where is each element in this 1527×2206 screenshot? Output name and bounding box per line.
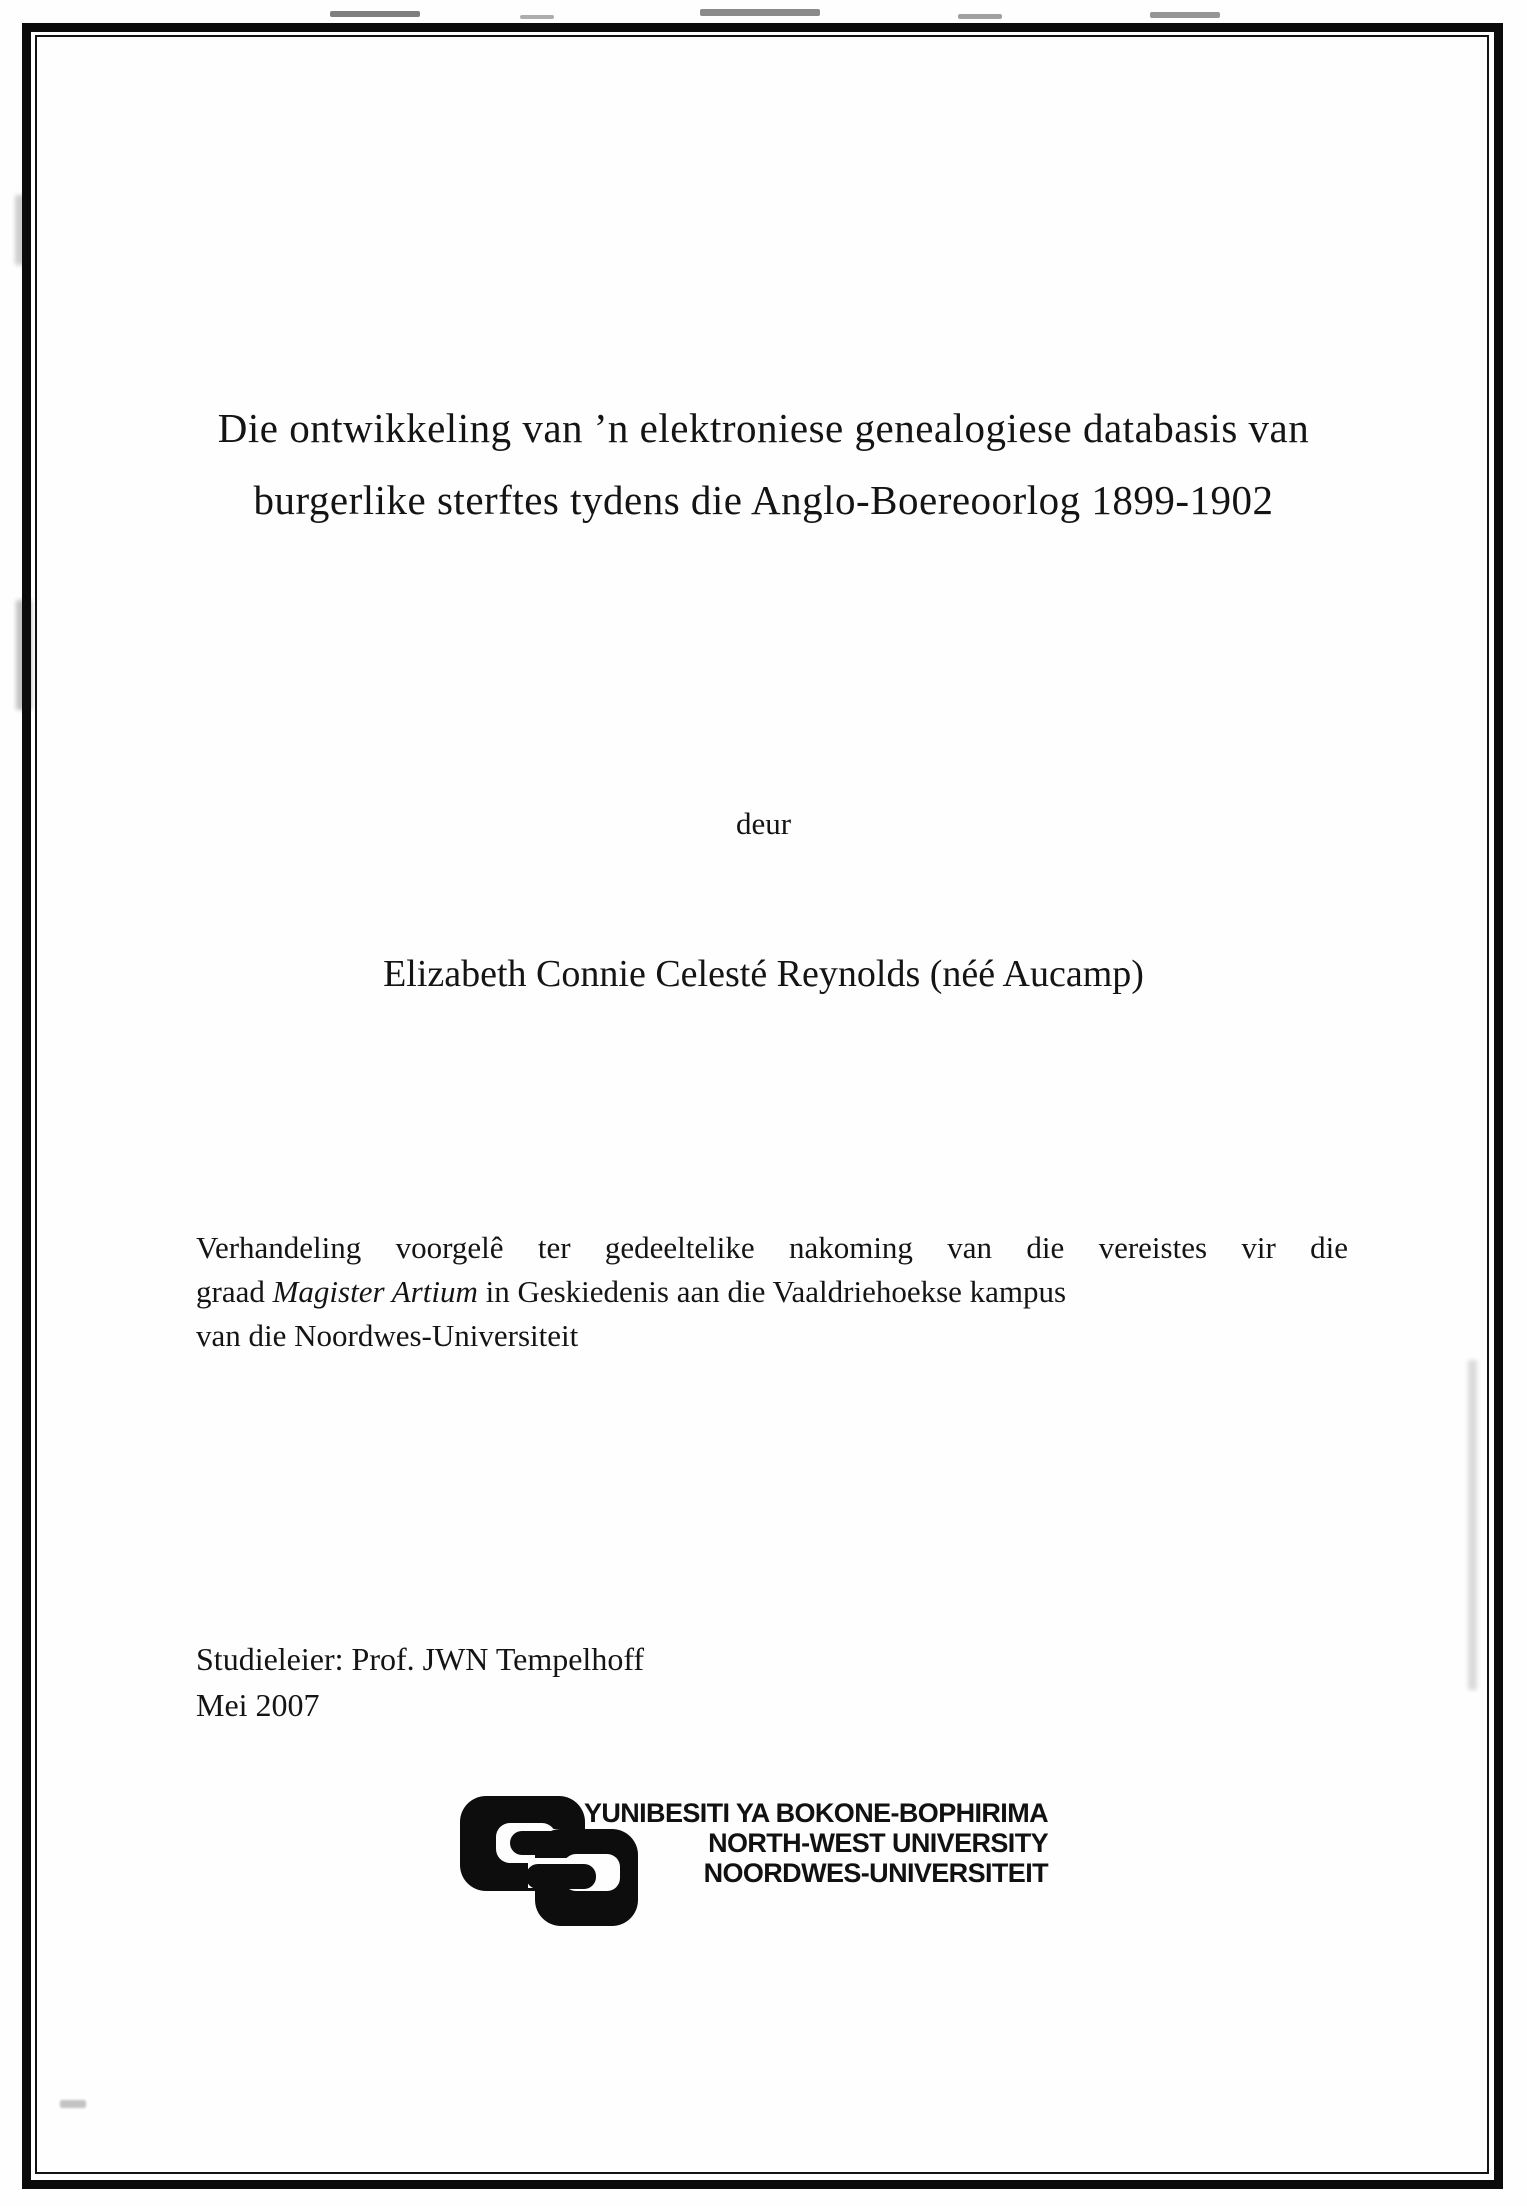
- scan-artifact: [16, 600, 32, 710]
- logo-text-setswana: YUNIBESITI YA BOKONE-BOPHIRIMA: [583, 1798, 1048, 1828]
- logo-text-english: NORTH-WEST UNIVERSITY: [708, 1828, 1048, 1858]
- university-logo-text: [548, 1798, 1048, 1888]
- degree-statement-line3: van die Noordwes-Universiteit: [196, 1318, 579, 1353]
- scan-artifact: [520, 15, 554, 19]
- degree-line2-degree-name: Magister Artium: [272, 1274, 478, 1309]
- degree-line2-prefix: graad: [196, 1274, 273, 1309]
- degree-statement-line1: Verhandeling voorgelê ter gedeeltelike nakoming van die vereistes vir die: [196, 1230, 1348, 1265]
- date-line: Mei 2007: [196, 1687, 320, 1723]
- scan-artifact: [1150, 12, 1220, 18]
- scan-artifact: [1468, 1360, 1477, 1690]
- degree-line2-suffix: in Geskiedenis aan die Vaaldriehoekse kampus: [477, 1274, 1067, 1309]
- university-logo: [458, 1792, 1098, 1942]
- logo-text-afrikaans: NOORDWES-UNIVERSITEIT: [703, 1858, 1048, 1888]
- author-name: Elizabeth Connie Celesté Reynolds (néé Aucamp): [383, 953, 1144, 995]
- thesis-title-line2: burgerlike sterftes tydens die Anglo-Boereoorlog 1899-1902: [253, 477, 1274, 523]
- supervisor-line: Studieleier: Prof. JWN Tempelhoff: [196, 1641, 645, 1677]
- degree-statement: [196, 1226, 1348, 1358]
- scan-artifact: [15, 195, 28, 265]
- scan-artifact: [60, 2100, 86, 2108]
- thesis-title-line1: Die ontwikkeling van ’n elektroniese genealogiese databasis van: [217, 405, 1310, 451]
- scan-artifact: [700, 9, 820, 16]
- scan-artifact: [330, 11, 420, 17]
- scan-artifact: [958, 14, 1002, 19]
- degree-statement-line2: [196, 1270, 1348, 1314]
- byline-deur: deur: [735, 806, 792, 841]
